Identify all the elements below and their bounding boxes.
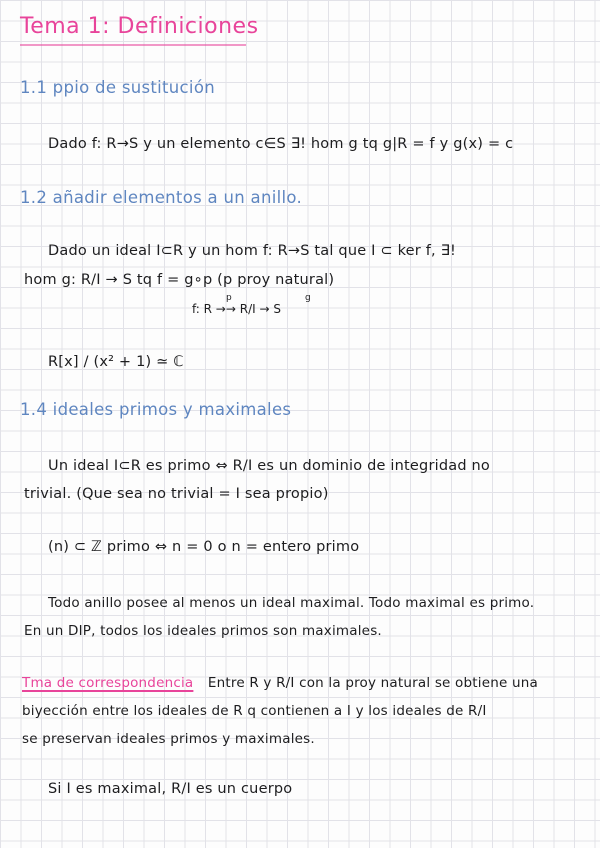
correspondence-text-1: Entre R y R/I con la proy natural se obtiene una — [207, 675, 538, 691]
diagram-label-p: p — [226, 293, 232, 303]
correspondence-line1 — [22, 675, 538, 691]
section-heading-1-1: 1.1 ppio de sustitución — [20, 78, 215, 97]
maximal-ideal-line1: Todo anillo posee al menos un ideal maximal. Todo maximal es primo. — [48, 595, 535, 611]
page-title: Tema 1: Definiciones — [20, 14, 259, 39]
diagram-expression: f: R →→ R/I → S — [192, 302, 281, 316]
section-heading-1-2: 1.2 añadir elementos a un anillo. — [20, 188, 303, 207]
maximal-quotient-field: Si I es maximal, R/I es un cuerpo — [48, 781, 293, 797]
correspondence-line3: se preservan ideales primos y maximales. — [22, 731, 315, 747]
diagram-label-g: g — [305, 293, 311, 303]
substitution-statement: Dado f: R→S y un elemento c∈S ∃! hom g tq g|R = f y g(x) = c — [48, 136, 514, 152]
prime-ideal-line1: Un ideal I⊂R es primo ⇔ R/I es un dominio de integridad no — [48, 458, 491, 474]
section-heading-1-4: 1.4 ideales primos y maximales — [20, 400, 292, 419]
correspondence-label: Tma de correspondencia — [22, 675, 194, 691]
factorization-diagram — [192, 302, 281, 316]
correspondence-line2: biyección entre los ideales de R q contienen a I y los ideales de R/I — [22, 703, 487, 719]
quotient-example: R[x] / (x² + 1) ≃ ℂ — [48, 354, 184, 370]
maximal-ideal-line2: En un DIP, todos los ideales primos son maximales. — [24, 623, 382, 639]
title-underline — [20, 44, 246, 46]
integer-prime-ideals: (n) ⊂ ℤ primo ⇔ n = 0 o n = entero primo — [48, 539, 360, 555]
ideal-statement-line1: Dado un ideal I⊂R y un hom f: R→S tal que I ⊂ ker f, ∃! — [48, 243, 457, 259]
ideal-statement-line2: hom g: R/I → S tq f = g∘p (p proy natural) — [24, 272, 335, 288]
prime-ideal-line2: trivial. (Que sea no trivial = I sea propio) — [24, 486, 329, 502]
